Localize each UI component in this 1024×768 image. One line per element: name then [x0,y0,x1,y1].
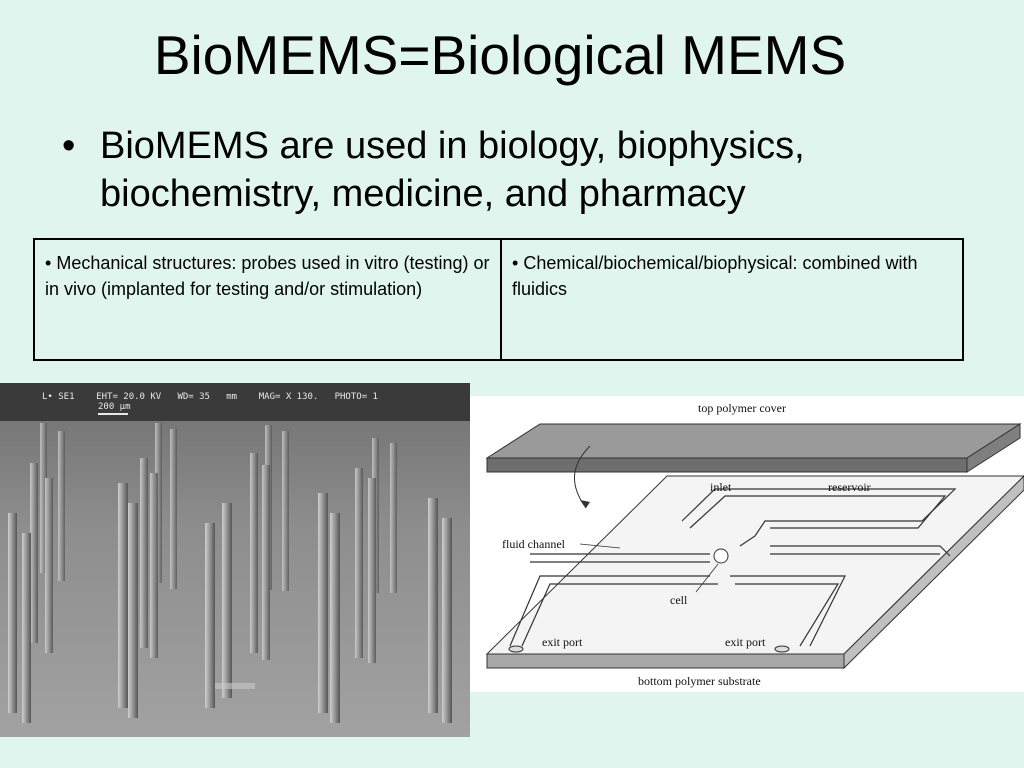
probe-array-picture [0,383,470,737]
label-bottom-substrate: bottom polymer substrate [638,674,761,688]
table-cell-mechanical [35,240,502,359]
main-bullet [62,122,1002,218]
label-top-cover: top polymer cover [698,401,786,415]
label-cell: cell [670,593,688,607]
table-cell-chemical [502,240,962,359]
cell-bullet: • [45,253,52,273]
sem-micrograph-image [0,383,470,737]
label-fluid-channel: fluid channel [502,537,565,551]
label-exit-port-left: exit port [542,635,583,649]
bullet-dot: • [62,125,76,167]
slide-title: BioMEMS=Biological MEMS [153,24,847,86]
cell-text-mechanical: Mechanical structures: probes used in vitro (testing) or in vivo (implanted for testing and/or stimulation) [45,253,490,299]
cell-bullet: • [512,253,519,273]
scale-bar [98,413,128,415]
sem-header-line1: L• SE1 EHT= 20.0 KV WD= 35 mm MAG= X 130. PHOTO= 1 [42,392,378,402]
microfluidic-diagram [470,396,1024,692]
application-table [33,238,964,361]
sem-scale-label: 200 μm [98,402,131,412]
label-exit-port-right: exit port [725,635,766,649]
cell-text-chemical: Chemical/biochemical/biophysical: combined with fluidics [512,253,918,299]
sem-info-bar [0,383,470,421]
microfluidic-drawing [470,396,1024,692]
label-reservoir: reservoir [828,480,871,494]
label-inlet: inlet [710,480,732,494]
bullet-text: BioMEMS are used in biology, biophysics, biochemistry, medicine, and pharmacy [100,125,805,215]
